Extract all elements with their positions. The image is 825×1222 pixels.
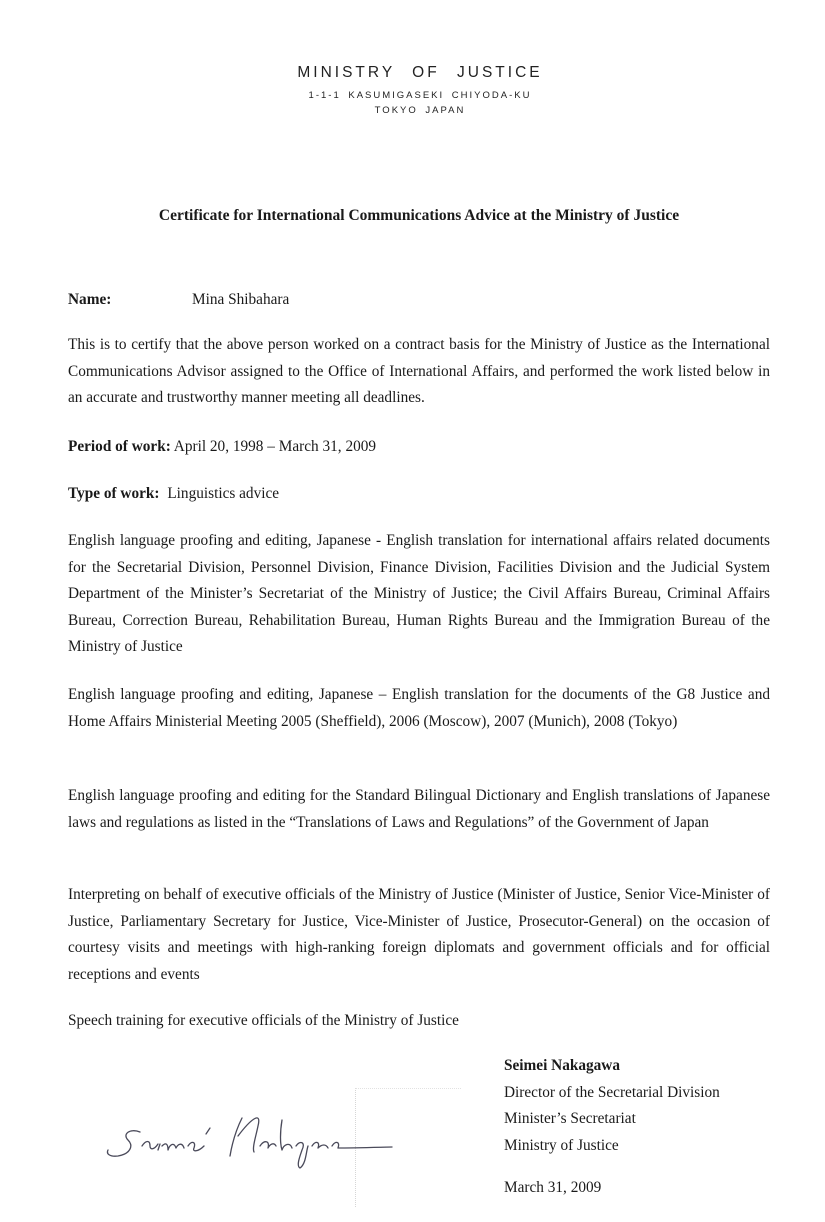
type-label: Type of work: xyxy=(68,485,160,502)
period-label: Period of work: xyxy=(68,438,171,455)
period-value: April 20, 1998 – March 31, 2009 xyxy=(173,438,377,455)
certification-paragraph: This is to certify that the above person worked on a contract basis for the Ministry of Justice as the International Communications Advisor assigned to the Office of International Affairs, and performed the work listed below in an accurate and trustworthy manner meeting all deadlines. xyxy=(68,336,770,406)
signer-name: Seimei Nakagawa xyxy=(504,1057,620,1074)
address-line-1: 1-1-1 KASUMIGASEKI CHIYODA-KU xyxy=(308,90,532,101)
name-value: Mina Shibahara xyxy=(192,291,290,308)
work-item: Speech training for executive officials of the Ministry of Justice xyxy=(68,1012,459,1029)
signer-title-2: Minister’s Secretariat xyxy=(504,1110,636,1127)
address-line-2: TOKYO JAPAN xyxy=(374,105,466,116)
type-row xyxy=(68,481,770,508)
period-row xyxy=(68,434,770,461)
signer-block xyxy=(504,1053,804,1159)
ministry-address xyxy=(0,88,825,118)
name-label: Name: xyxy=(68,291,112,308)
work-item: Interpreting on behalf of executive officials of the Ministry of Justice (Minister of Justice, Senior Vice-Minister of Justice, Parliamentary Secretary for Justice, Vice-Minister of Justice, Prosecutor-General) on the occasion of courtesy visits and meetings with high-ranking foreign diplomats and government officials and for official receptions and events xyxy=(68,886,770,983)
certificate-title: Certificate for International Communications Advice at the Ministry of Justice xyxy=(158,207,680,224)
handwritten-signature xyxy=(100,1100,400,1170)
type-value: Linguistics advice xyxy=(167,485,280,502)
ministry-title: MINISTRY OF JUSTICE xyxy=(297,64,543,81)
signature-date: March 31, 2009 xyxy=(504,1179,602,1196)
work-item: English language proofing and editing, Japanese – English translation for the documents of the G8 Justice and Home Affairs Ministerial Meeting 2005 (Sheffield), 2006 (Moscow), 2007 (Munich), 2008 (Tokyo) xyxy=(68,686,770,730)
letterhead xyxy=(0,64,825,118)
work-item: English language proofing and editing for the Standard Bilingual Dictionary and English translations of Japanese laws and regulations as listed in the “Translations of Laws and Regulations” of the Government of Japan xyxy=(68,787,770,831)
name-row xyxy=(68,287,770,314)
work-item: English language proofing and editing, Japanese - English translation for international affairs related documents for the Secretarial Division, Personnel Division, Finance Division, Facilities Division and the Judicial System Department of the Minister’s Secretariat of the Ministry of Justice; the Civil Affairs Bureau, Criminal Affairs Bureau, Correction Bureau, Rehabilitation Bureau, Human Rights Bureau and the Immigration Bureau of the Ministry of Justice xyxy=(68,532,770,655)
signer-title-3: Ministry of Justice xyxy=(504,1136,619,1154)
signer-title-1: Director of the Secretarial Division xyxy=(504,1083,720,1101)
